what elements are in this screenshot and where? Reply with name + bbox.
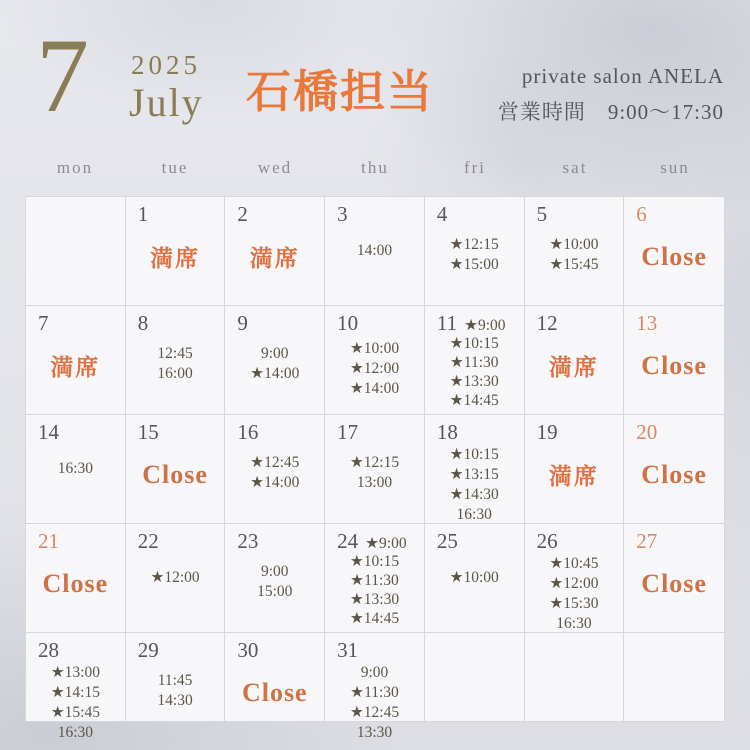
weekday-label-thu: thu <box>361 158 389 177</box>
weekday-label-mon: mon <box>56 158 94 177</box>
time-list <box>425 334 524 410</box>
calendar-cell-11 <box>425 306 525 415</box>
time-entry: ★10:15 <box>449 446 499 463</box>
time-list <box>325 339 424 399</box>
cell-head <box>624 197 724 227</box>
status-label-close: Close <box>641 242 707 271</box>
status-label-close: Close <box>241 678 308 707</box>
day-number: 3 <box>337 202 348 226</box>
day-number: 19 <box>536 420 558 444</box>
status-label-close: Close <box>42 569 109 598</box>
status-label-close: Close <box>641 460 707 489</box>
cell-head <box>624 524 724 554</box>
time-entry: ★11:30 <box>449 354 499 371</box>
time-entry: 14:30 <box>157 692 193 709</box>
cell-head <box>624 633 724 658</box>
time-entry: 9:00 <box>360 664 389 681</box>
calendar-cell-10 <box>325 306 425 415</box>
cell-head <box>126 197 225 227</box>
calendar-cell-4 <box>425 197 525 306</box>
status-label-full: 満席 <box>249 246 300 272</box>
status-label-close: Close <box>142 460 208 489</box>
person-title: 石橋担当 <box>246 65 435 118</box>
time-entry: ★12:15 <box>349 454 400 471</box>
time-entry: 15:00 <box>257 583 293 600</box>
cell-head <box>225 415 324 445</box>
time-entry: 14:00 <box>356 242 393 259</box>
day-number: 7 <box>38 311 49 335</box>
cell-head <box>225 306 324 336</box>
cell-head <box>126 306 225 336</box>
month-name: July <box>129 80 204 125</box>
time-entry: ★13:30 <box>449 373 499 390</box>
weekday-label-fri: fri <box>463 158 487 177</box>
cell-head <box>525 306 624 336</box>
calendar-cell-14 <box>26 415 126 524</box>
status-label-close: Close <box>641 569 707 598</box>
cell-head <box>425 415 524 445</box>
status-label-full: 満席 <box>548 464 599 490</box>
time-entry: ★10:15 <box>449 335 499 352</box>
calendar-cell-5 <box>525 197 625 306</box>
time-entry: ★10:00 <box>449 569 499 586</box>
time-list <box>325 552 424 628</box>
time-list <box>525 554 624 634</box>
cell-head <box>26 197 125 222</box>
cell-head <box>126 524 225 554</box>
time-entry: ★10:15 <box>349 553 400 570</box>
time-entry: ★15:45 <box>549 256 599 273</box>
time-entry: 16:30 <box>57 724 93 741</box>
cell-head <box>225 197 324 227</box>
time-entry: ★9:00 <box>464 317 506 334</box>
cell-head <box>26 633 125 663</box>
cell-head <box>525 197 624 227</box>
calendar-cell-empty <box>525 633 625 721</box>
time-entry: 13:00 <box>356 474 393 491</box>
day-number: 10 <box>337 311 359 335</box>
time-entry: ★12:45 <box>349 704 400 721</box>
time-entry: ★10:45 <box>549 555 599 572</box>
time-entry: ★11:30 <box>350 572 399 589</box>
day-number: 26 <box>536 529 558 553</box>
time-entry: ★12:15 <box>449 236 499 253</box>
time-list <box>225 344 324 384</box>
time-entry: ★12:45 <box>250 454 300 471</box>
calendar-cell-29 <box>126 633 226 721</box>
day-number: 21 <box>38 529 59 553</box>
cell-head <box>425 197 524 227</box>
day-number: 9 <box>237 311 248 335</box>
cell-head <box>126 633 225 663</box>
calendar-cell-7 <box>26 306 126 415</box>
weekday-label-tue: tue <box>161 158 189 177</box>
time-list <box>26 459 125 479</box>
calendar-cell-30 <box>225 633 325 721</box>
day-number: 5 <box>536 202 548 226</box>
day-number: 20 <box>636 420 658 444</box>
cell-head <box>624 415 724 445</box>
calendar-grid <box>25 196 725 741</box>
calendar-cell-6 <box>624 197 724 306</box>
time-list <box>425 568 524 588</box>
calendar-cell-13 <box>624 306 724 415</box>
day-number: 30 <box>237 638 259 662</box>
day-number: 11 <box>436 311 458 335</box>
time-list <box>225 562 324 602</box>
calendar-cell-24 <box>325 524 425 633</box>
day-number: 4 <box>436 202 448 226</box>
calendar-cell-8 <box>126 306 226 415</box>
time-list <box>325 241 424 261</box>
calendar-cell-12 <box>525 306 625 415</box>
calendar-cell-22 <box>126 524 226 633</box>
calendar-cell-18 <box>425 415 525 524</box>
day-number: 18 <box>436 420 458 444</box>
cell-head <box>325 415 424 445</box>
cell-head <box>325 633 424 663</box>
status-label-full: 満席 <box>50 355 101 381</box>
calendar-cell-1 <box>126 197 226 306</box>
cell-head <box>425 524 524 554</box>
time-entry: 16:00 <box>157 365 193 382</box>
time-entry: ★14:00 <box>349 380 400 397</box>
time-list <box>126 671 225 711</box>
time-list <box>325 453 424 493</box>
weekday-label-sun: sun <box>660 158 690 177</box>
calendar-cell-16 <box>225 415 325 524</box>
time-entry: ★14:30 <box>449 486 499 503</box>
time-entry: 16:30 <box>556 615 592 632</box>
day-number: 13 <box>636 311 658 335</box>
calendar-cell-9 <box>225 306 325 415</box>
time-entry: ★13:30 <box>349 591 400 608</box>
time-entry: ★14:45 <box>449 392 499 409</box>
day-number: 16 <box>237 420 259 444</box>
salon-name: private salon ANELA <box>521 64 724 88</box>
calendar-cell-17 <box>325 415 425 524</box>
calendar-cell-21 <box>26 524 126 633</box>
business-hours: 営業時間 9:00〜17:30 <box>497 100 724 124</box>
cell-head <box>624 306 724 336</box>
cell-head <box>325 306 424 336</box>
calendar-cell-31 <box>325 633 425 741</box>
time-entry: 9:00 <box>261 563 289 580</box>
cell-head <box>325 197 424 227</box>
calendar-cell-2 <box>225 197 325 306</box>
time-list <box>126 568 225 588</box>
calendar-cell-27 <box>624 524 724 633</box>
calendar-cell-28 <box>26 633 126 741</box>
time-list <box>225 453 324 493</box>
calendar-cell-empty <box>26 197 126 306</box>
day-number: 25 <box>436 529 458 553</box>
cell-head <box>26 306 125 336</box>
time-entry: ★15:45 <box>50 704 100 721</box>
time-list <box>525 235 624 275</box>
calendar-cell-25 <box>425 524 525 633</box>
calendar-cell-20 <box>624 415 724 524</box>
status-label-full: 満席 <box>548 355 599 381</box>
time-entry: ★14:00 <box>250 474 300 491</box>
day-number: 12 <box>536 311 558 335</box>
time-entry: ★9:00 <box>365 535 407 552</box>
time-list <box>126 344 225 384</box>
calendar-cell-15 <box>126 415 226 524</box>
cell-head <box>525 524 624 554</box>
day-number: 8 <box>137 311 149 335</box>
cell-head <box>225 633 324 663</box>
cell-head <box>525 633 624 658</box>
cell-head <box>325 524 424 554</box>
day-number: 31 <box>337 638 359 662</box>
time-entry: ★14:45 <box>349 610 400 627</box>
calendar-cell-3 <box>325 197 425 306</box>
calendar-cell-empty <box>425 633 525 721</box>
day-number: 1 <box>137 202 149 226</box>
time-list <box>425 445 524 525</box>
month-number: 7 <box>36 17 89 134</box>
calendar-cell-19 <box>525 415 625 524</box>
day-number: 14 <box>38 420 59 444</box>
calendar-cell-23 <box>225 524 325 633</box>
time-entry: ★13:00 <box>50 664 100 681</box>
time-entry: 16:30 <box>456 506 492 523</box>
time-entry: ★12:00 <box>549 575 599 592</box>
day-number: 17 <box>337 420 359 444</box>
day-number: 23 <box>237 529 259 553</box>
weekday-label-sat: sat <box>562 158 588 177</box>
status-label-close: Close <box>641 351 707 380</box>
day-number: 28 <box>38 638 59 662</box>
cell-head <box>525 415 624 445</box>
time-entry: ★10:00 <box>349 340 400 357</box>
time-entry: ★15:30 <box>549 595 599 612</box>
cell-head <box>26 524 125 554</box>
calendar-cell-empty <box>624 633 724 721</box>
time-entry: 13:30 <box>356 724 393 741</box>
cell-head <box>26 415 125 445</box>
status-label-full: 満席 <box>150 246 201 272</box>
time-entry: 12:45 <box>157 345 193 362</box>
time-entry: 16:30 <box>57 460 93 477</box>
time-list <box>425 235 524 275</box>
day-number: 22 <box>137 529 159 553</box>
weekday-label-wed: wed <box>257 158 293 177</box>
time-entry: ★15:00 <box>449 256 499 273</box>
calendar-cell-26 <box>525 524 625 633</box>
cell-head <box>425 633 524 658</box>
time-entry: 11:45 <box>157 672 193 689</box>
time-entry: ★12:00 <box>150 569 200 586</box>
time-entry: ★14:00 <box>250 365 300 382</box>
weekday-row <box>25 158 725 178</box>
time-entry: ★12:00 <box>349 360 400 377</box>
time-entry: ★13:15 <box>449 466 499 483</box>
year-label: 2025 <box>131 50 201 80</box>
day-number: 15 <box>137 420 159 444</box>
day-number: 27 <box>636 529 658 553</box>
day-number: 29 <box>137 638 159 662</box>
time-list <box>26 663 125 743</box>
time-entry: 9:00 <box>261 345 289 362</box>
time-entry: ★14:15 <box>50 684 100 701</box>
cell-head <box>126 415 225 445</box>
cell-head <box>425 306 524 336</box>
day-number: 2 <box>237 202 248 226</box>
time-list <box>325 663 424 743</box>
time-entry: ★10:00 <box>549 236 599 253</box>
time-entry: ★11:30 <box>350 684 399 701</box>
day-number: 6 <box>636 202 647 226</box>
day-number: 24 <box>337 529 359 553</box>
salon-info <box>498 64 724 126</box>
cell-head <box>225 524 324 554</box>
